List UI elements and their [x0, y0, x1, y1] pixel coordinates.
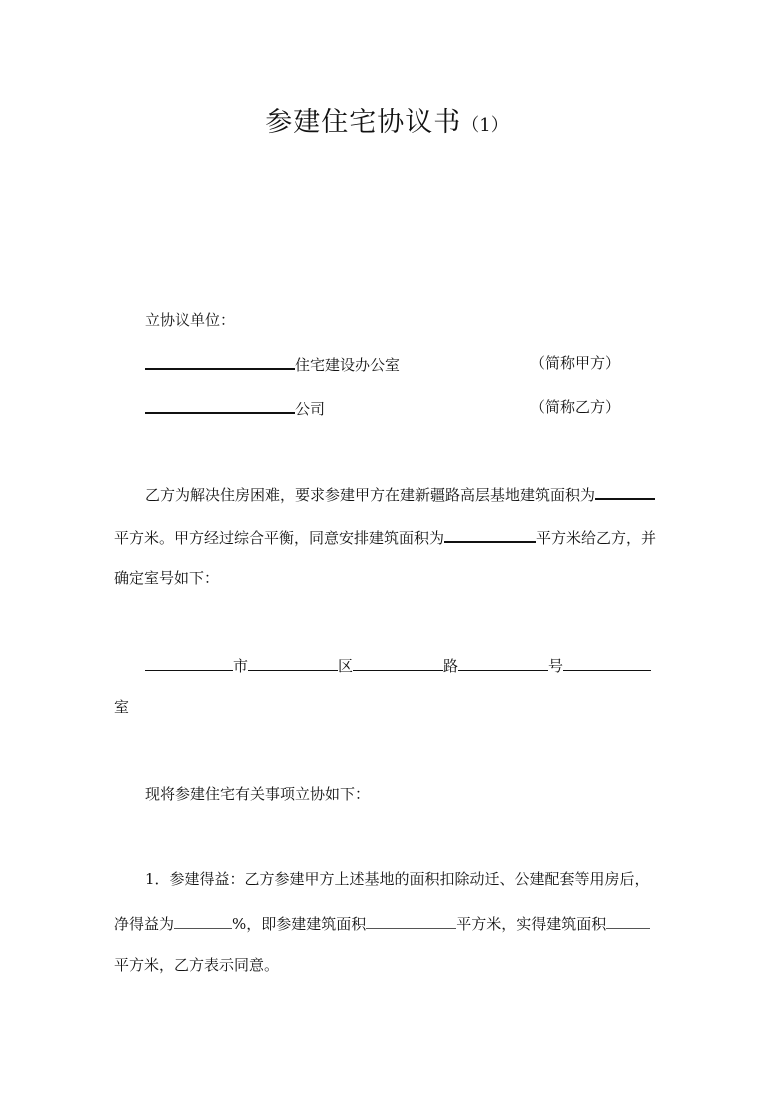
addr-district: 区	[338, 657, 354, 675]
item1-line2-text-c: 平方米，实得建筑面积	[456, 915, 607, 933]
para1-line1	[145, 482, 655, 505]
party-a-name: 住宅建设办公室	[295, 356, 401, 374]
para2: 现将参建住宅有关事项立协如下：	[145, 785, 371, 803]
para1-line2	[114, 525, 656, 548]
item1-line1: 1．参建得益：乙方参建甲方上述基地的面积扣除动迁、公建配套等用房后，	[145, 870, 650, 888]
para1-line3: 确定室号如下：	[114, 569, 220, 587]
item1-line2	[114, 912, 650, 934]
percent-blank	[174, 912, 232, 929]
document-title	[0, 100, 774, 139]
party-a-line	[145, 352, 400, 375]
addr-no: 号	[548, 657, 564, 675]
district-blank	[248, 654, 338, 671]
number-blank	[458, 654, 548, 671]
para1-line1-text: 乙方为解决住房困难，要求参建甲方在建新疆路高层基地建筑面积为	[145, 486, 596, 504]
participate-area-blank	[366, 912, 456, 929]
para1-line2-text-b: 平方米给乙方，并	[536, 529, 657, 547]
city-blank	[145, 654, 233, 671]
item1-line2-text-a: 净得益为	[114, 915, 175, 933]
title-text: 参建住宅协议书	[265, 107, 462, 138]
road-blank	[353, 654, 443, 671]
title-suffix: （1）	[461, 115, 509, 136]
party-b-note: （简称乙方）	[530, 398, 621, 416]
party-a-blank	[145, 352, 295, 370]
parties-heading: 立协议单位：	[145, 311, 236, 329]
area-blank-1	[595, 482, 655, 500]
party-b-line	[145, 396, 325, 419]
actual-area-blank	[606, 912, 650, 929]
item1-line2-text-b: %，即参建建筑面积	[232, 915, 367, 933]
party-b-blank	[145, 396, 295, 414]
party-b-name: 公司	[295, 400, 326, 418]
room-blank	[563, 654, 651, 671]
addr-room: 室	[114, 698, 130, 716]
addr-city: 市	[233, 657, 249, 675]
party-a-note: （简称甲方）	[530, 354, 621, 372]
addr-road: 路	[443, 657, 459, 675]
area-blank-2	[444, 525, 536, 543]
item1-line3: 平方米，乙方表示同意。	[114, 956, 280, 974]
address-line	[145, 654, 651, 676]
para1-line2-text-a: 平方米。甲方经过综合平衡，同意安排建筑面积为	[114, 529, 445, 547]
